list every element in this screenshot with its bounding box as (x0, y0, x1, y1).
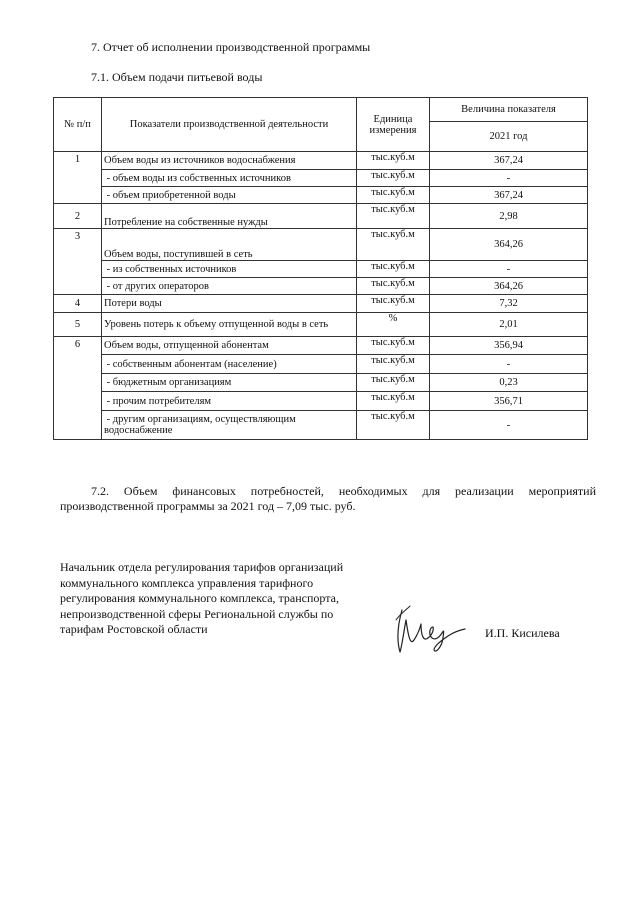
value-cell: 364,26 (430, 278, 588, 295)
value-cell: - (430, 261, 588, 278)
row-number: 2 (54, 204, 102, 229)
signer-title (60, 560, 380, 638)
table-row (54, 187, 588, 204)
row-number: 6 (54, 337, 102, 440)
value-cell: 356,71 (430, 392, 588, 411)
value-cell: - (430, 411, 588, 440)
header-year: 2021 год (430, 122, 588, 152)
indicator-name: - другим организациям, осуществляющим водоснабжение (102, 411, 357, 440)
indicator-name: - объем воды из собственных источников (102, 170, 357, 187)
indicator-name: - бюджетным организациям (102, 374, 357, 392)
unit-cell: тыс.куб.м (357, 392, 430, 411)
table-row (54, 337, 588, 355)
indicator-name: Объем воды, поступившей в сеть (102, 229, 357, 261)
unit-cell: тыс.куб.м (357, 355, 430, 374)
table-row (54, 278, 588, 295)
value-cell: 2,01 (430, 313, 588, 337)
production-table (53, 97, 588, 440)
value-cell: 2,98 (430, 204, 588, 229)
table-row (54, 374, 588, 392)
table-row (54, 295, 588, 313)
header-indicator: Показатели производственной деятельности (102, 98, 357, 152)
header-unit: Единица измерения (357, 98, 430, 152)
value-cell: - (430, 170, 588, 187)
unit-cell: тыс.куб.м (357, 374, 430, 392)
signer-line: регулирования коммунального комплекса, транспорта, (60, 591, 339, 605)
unit-cell: тыс.куб.м (357, 204, 430, 229)
signer-line: непроизводственной сферы Региональной службы по (60, 606, 334, 621)
financial-paragraph: 7.2. Объем финансовых потребностей, необходимых для реализации мероприятий производственной программы за 2021 год – 7,09 тыс. руб. (60, 484, 596, 513)
unit-cell: тыс.куб.м (357, 170, 430, 187)
handwritten-signature (388, 600, 466, 658)
value-cell: 356,94 (430, 337, 588, 355)
indicator-name: - прочим потребителям (102, 392, 357, 411)
unit-cell: тыс.куб.м (357, 411, 430, 440)
value-cell: 367,24 (430, 152, 588, 170)
indicator-name: Объем воды из источников водоснабжения (102, 152, 357, 170)
row-number: 4 (54, 295, 102, 313)
indicator-name: Уровень потерь к объему отпущенной воды в сеть (102, 313, 357, 337)
table-row (54, 313, 588, 337)
unit-cell: % (357, 313, 430, 337)
row-number: 3 (54, 229, 102, 295)
header-value-group: Величина показателя (430, 98, 588, 122)
indicator-name: Потребление на собственные нужды (102, 204, 357, 229)
section-title: 7. Отчет об исполнении производственной программы (91, 40, 371, 54)
indicator-name: Объем воды, отпущенной абонентам (102, 337, 357, 355)
signer-line: Начальник отдела регулирования тарифов организаций (60, 560, 344, 574)
header-num: № п/п (54, 98, 102, 152)
table-row (54, 170, 588, 187)
indicator-name: Потери воды (102, 295, 357, 313)
signer-line: тарифам Ростовской области (60, 622, 208, 636)
unit-cell: тыс.куб.м (357, 229, 430, 261)
table-row (54, 204, 588, 229)
table-row (54, 229, 588, 261)
unit-cell: тыс.куб.м (357, 337, 430, 355)
unit-cell: тыс.куб.м (357, 278, 430, 295)
indicator-name: - из собственных источников (102, 261, 357, 278)
indicator-name: - объем приобретенной воды (102, 187, 357, 204)
indicator-name: - от других операторов (102, 278, 357, 295)
unit-cell: тыс.куб.м (357, 261, 430, 278)
row-number: 5 (54, 313, 102, 337)
value-cell: 0,23 (430, 374, 588, 392)
value-cell: 364,26 (430, 229, 588, 261)
table-body (54, 152, 588, 440)
table-row (54, 411, 588, 440)
row-number: 1 (54, 152, 102, 204)
signer-line: коммунального комплекса управления тарифного (60, 575, 314, 590)
signer-name: И.П. Кисилева (485, 626, 560, 640)
unit-cell: тыс.куб.м (357, 295, 430, 313)
value-cell: 7,32 (430, 295, 588, 313)
indicator-name: - собственным абонентам (население) (102, 355, 357, 374)
table-row (54, 392, 588, 411)
value-cell: 367,24 (430, 187, 588, 204)
unit-cell: тыс.куб.м (357, 187, 430, 204)
value-cell: - (430, 355, 588, 374)
table-row (54, 261, 588, 278)
unit-cell: тыс.куб.м (357, 152, 430, 170)
table-row (54, 152, 588, 170)
table-row (54, 355, 588, 374)
subsection-title: 7.1. Объем подачи питьевой воды (91, 70, 263, 84)
